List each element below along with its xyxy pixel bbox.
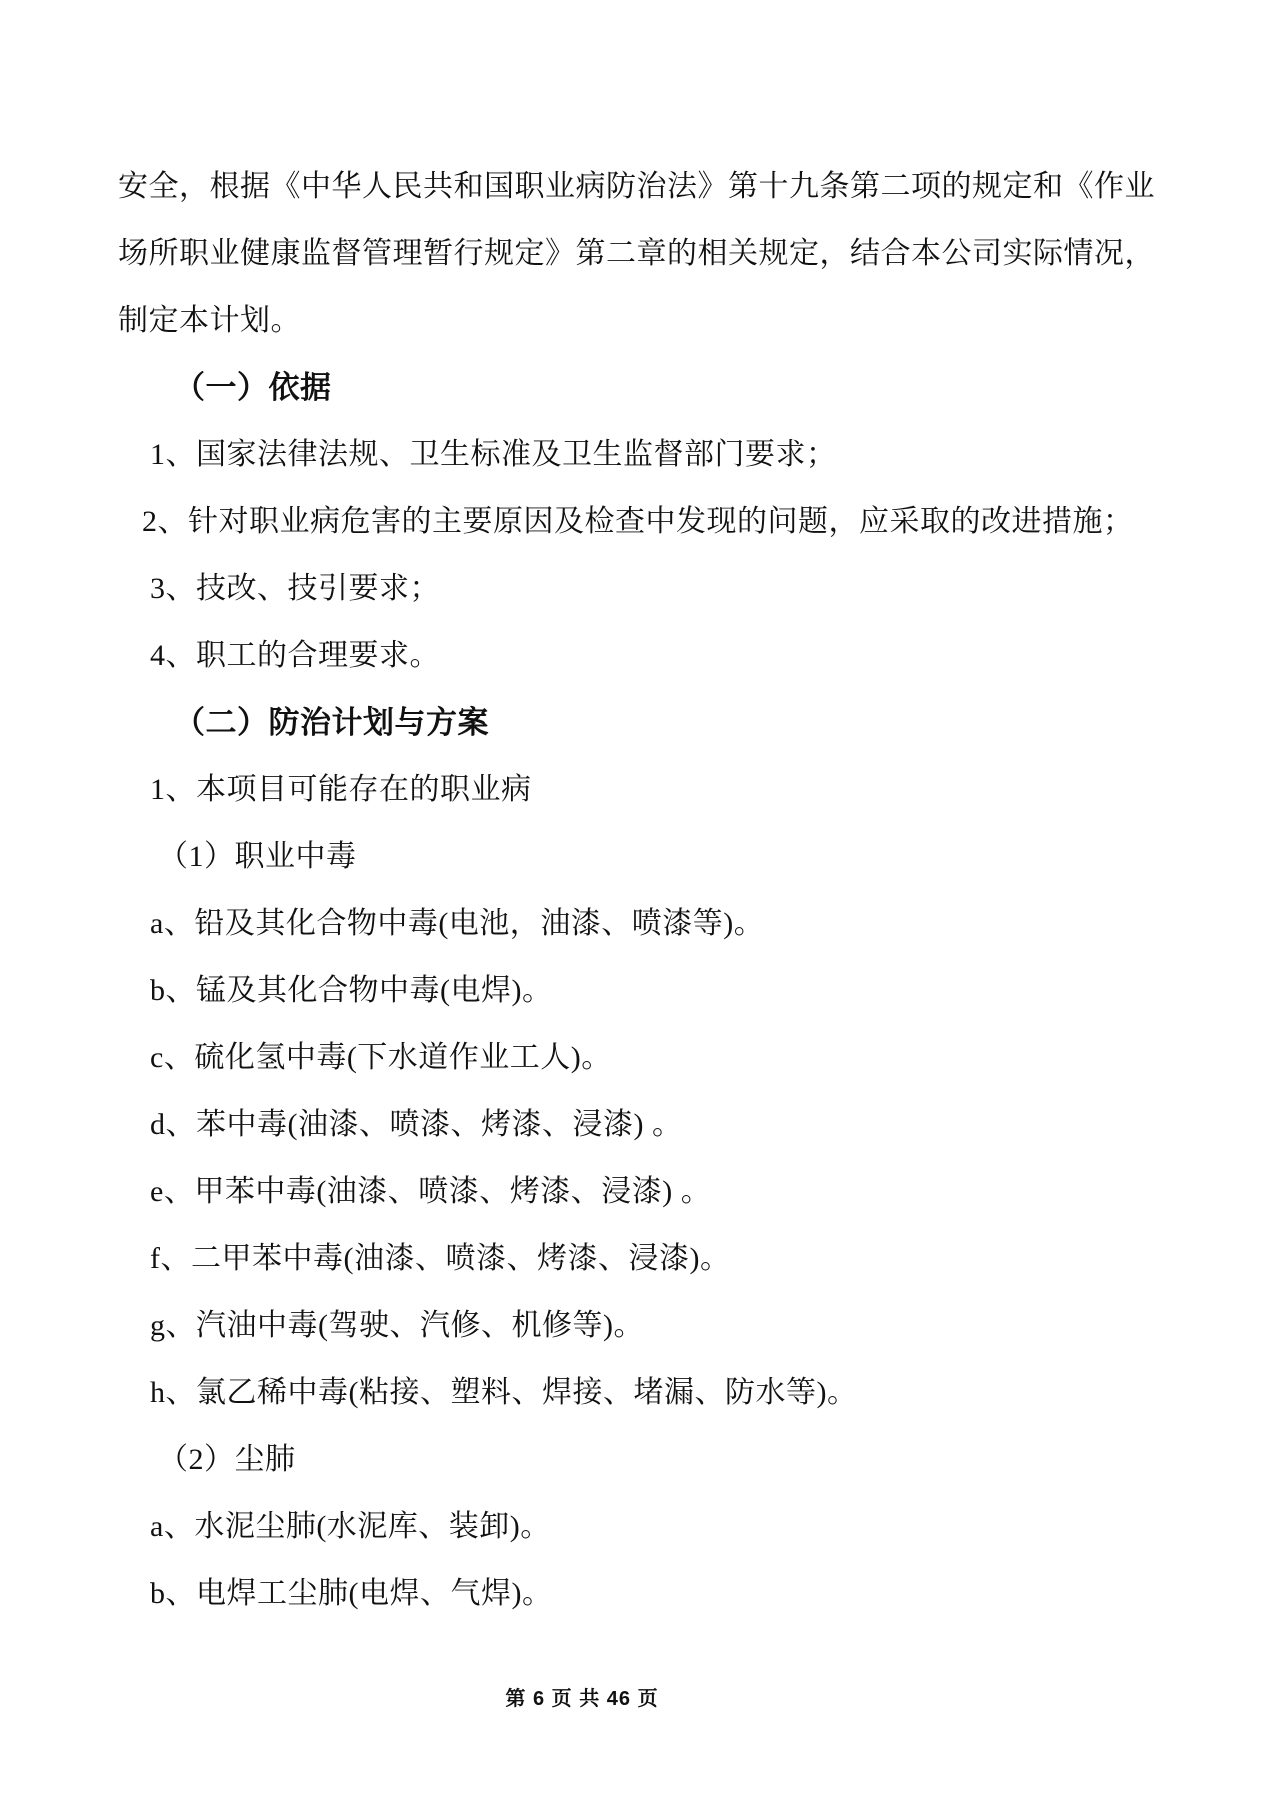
page-footer: [0, 1682, 1164, 1711]
group1-item-b: b、锰及其化合物中毒(电焊)。: [150, 974, 553, 1007]
page-number-label: 第 6 页 共 46 页: [505, 1688, 659, 1710]
intro-line-3: 制定本计划。: [118, 304, 301, 337]
section1-item-3: 3、技改、技引要求；: [150, 572, 440, 605]
section2-sub1-title: 1、本项目可能存在的职业病: [150, 773, 532, 806]
group1-item-d: d、苯中毒(油漆、喷漆、烤漆、浸漆) 。: [150, 1108, 683, 1141]
section1-item-4: 4、职工的合理要求。: [150, 639, 440, 672]
group1-item-e: e、甲苯中毒(油漆、喷漆、烤漆、浸漆) 。: [150, 1175, 712, 1208]
group2-item-a: a、水泥尘肺(水泥库、装卸)。: [150, 1510, 551, 1543]
group1-item-a: a、铅及其化合物中毒(电池，油漆、喷漆等)。: [150, 907, 765, 940]
section1-item-2: 2、针对职业病危害的主要原因及检查中发现的问题，应采取的改进措施；: [142, 505, 1134, 538]
section2-heading: （二）防治计划与方案: [174, 705, 489, 740]
intro-line-1: 安全，根据《中华人民共和国职业病防治法》第十九条第二项的规定和《作业: [118, 170, 1155, 203]
group1-item-h: h、氯乙稀中毒(粘接、塑料、焊接、堵漏、防水等)。: [150, 1376, 858, 1409]
group2-item-b: b、电焊工尘肺(电焊、气焊)。: [150, 1577, 553, 1610]
group1-item-c: c、硫化氢中毒(下水道作业工人)。: [150, 1041, 612, 1074]
group1-item-g: g、汽油中毒(驾驶、汽修、机修等)。: [150, 1309, 644, 1342]
intro-line-2: 场所职业健康监督管理暂行规定》第二章的相关规定，结合本公司实际情况，: [118, 237, 1155, 270]
group1-item-f: f、二甲苯中毒(油漆、喷漆、烤漆、浸漆)。: [150, 1242, 731, 1275]
group2-title: （2）尘肺: [158, 1443, 296, 1476]
section1-heading: （一）依据: [174, 370, 332, 405]
document-body: [118, 153, 1180, 1627]
section1-item-1: 1、国家法律法规、卫生标准及卫生监督部门要求；: [150, 438, 837, 471]
group1-title: （1）职业中毒: [158, 840, 357, 873]
